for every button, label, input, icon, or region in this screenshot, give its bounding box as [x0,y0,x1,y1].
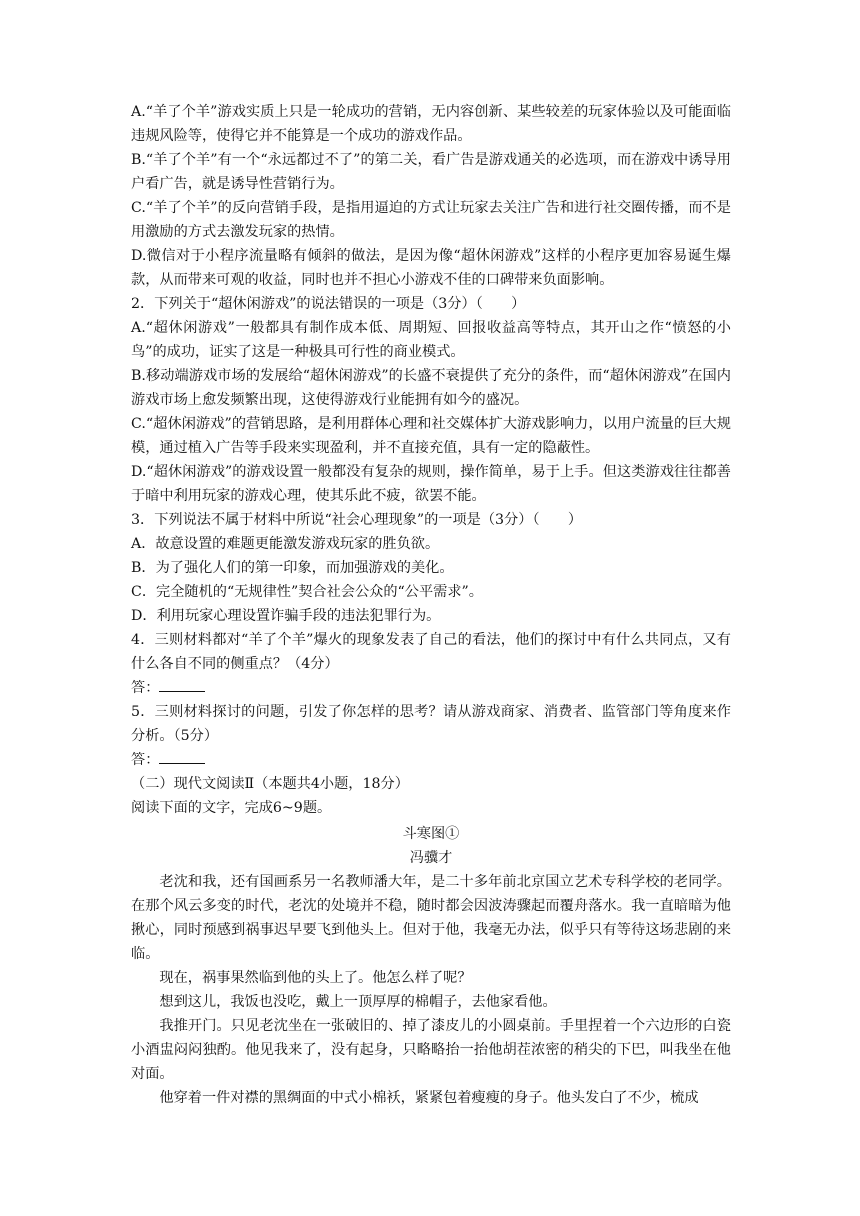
q3-stem: 3．下列说法不属于材料中所说“社会心理现象”的一项是（3分）（ ） [131,512,583,528]
q3-option-b: B．为了强化人们的第一印象，而加强游戏的美化。 [131,560,454,576]
q1-option-c: C.“羊了个羊”的反向营销手段，是指用逼迫的方式让玩家去关注广告和进行社交圈传播，而不是用激励的方式去激发玩家的热情。 [131,200,731,240]
story-paragraph: 老沈和我，还有国画系另一名教师潘大年，是二十多年前北京国立艺术专科学校的老同学。在那个风云多变的时代，老沈的处境并不稳，随时都会因波涛骤起而覆舟落水。我一直暗暗为他揪心，同时预感到祸事迟早要飞到他头上。但对于他，我毫无办法，似乎只有等待这场悲剧的来临。 [131,874,731,962]
exam-page [131,100,731,1110]
section2-instruction: 阅读下面的文字，完成6~9题。 [131,800,332,816]
q1-option-a: A.“羊了个羊”游戏实质上只是一轮成功的营销，无内容创新、某些较差的玩家体验以及可能面临违规风险等，使得它并不能算是一个成功的游戏作品。 [131,104,731,144]
q5-answer [131,748,731,772]
story-paragraph: 想到这儿，我饭也没吃，戴上一顶厚厚的棉帽子，去他家看他。 [159,994,557,1010]
q2-stem: 2．下列关于“超休闲游戏”的说法错误的一项是（3分）（ ） [131,296,526,312]
q3-option-a: A．故意设置的难题更能激发游戏玩家的胜负欲。 [131,536,440,552]
q1-option-d: D.微信对于小程序流量略有倾斜的做法，是因为像“超休闲游戏”这样的小程序更加容易诞生爆款，从而带来可观的收益，同时也并不担心小游戏不佳的口碑带来负面影响。 [131,248,731,288]
q5-answer-blank[interactable] [159,749,205,764]
story-paragraph: 我推开门。只见老沈坐在一张破旧的、掉了漆皮儿的小圆桌前。手里捏着一个六边形的白瓷小酒盅闷闷独酌。他见我来了，没有起身，只略略抬一抬他胡茬浓密的稍尖的下巴，叫我坐在他对面。 [131,1018,731,1082]
story-author: 冯骥才 [409,850,453,866]
section2-heading: （二）现代文阅读Ⅱ（本题共4小题，18分） [131,776,409,792]
q4-answer-label: 答： [131,680,160,696]
q2-option-a: A.“超休闲游戏”一般都具有制作成本低、周期短、回报收益高等特点，其开山之作“愤怒的小鸟”的成功，证实了这是一种极具可行性的商业模式。 [131,320,731,360]
q2-option-d: D.“超休闲游戏”的游戏设置一般都没有复杂的规则，操作简单，易于上手。但这类游戏往往都善于暗中利用玩家的游戏心理，使其乐此不疲，欲罢不能。 [131,464,731,504]
story-title: 斗寒图① [402,826,460,842]
q2-option-c: C.“超休闲游戏”的营销思路，是利用群体心理和社交媒体扩大游戏影响力，以用户流量的巨大规模，通过植入广告等手段来实现盈利，并不直接充值，具有一定的隐蔽性。 [131,416,731,456]
story-paragraph: 现在，祸事果然临到他的头上了。他怎么样了呢？ [159,970,472,986]
q4-answer [131,676,731,700]
q5-answer-label: 答： [131,752,160,768]
q4-answer-blank[interactable] [159,677,205,692]
q5-stem: 5．三则材料探讨的问题，引发了你怎样的思考？请从游戏商家、消费者、监管部门等角度来作分析。（5分） [131,704,731,744]
story-paragraph: 他穿着一件对襟的黑绸面的中式小棉袄，紧紧包着瘦瘦的身子。他头发白了不少，梳成 [159,1090,699,1106]
q2-option-b: B.移动端游戏市场的发展给“超休闲游戏”的长盛不衰提供了充分的条件，而“超休闲游戏”在国内游戏市场上愈发频繁出现，这使得游戏行业能拥有如今的盛况。 [131,368,731,408]
q3-option-c: C．完全随机的“无规律性”契合社会公众的“公平需求”。 [131,584,483,600]
q3-option-d: D．利用玩家心理设置诈骗手段的违法犯罪行为。 [131,608,441,624]
q1-option-b: B.“羊了个羊”有一个“永远都过不了”的第二关，看广告是游戏通关的必选项，而在游戏中诱导用户看广告，就是诱导性营销行为。 [131,152,731,192]
q4-stem: 4．三则材料都对“羊了个羊”爆火的现象发表了自己的看法，他们的探讨中有什么共同点，又有什么各自不同的侧重点？（4分） [131,632,731,672]
